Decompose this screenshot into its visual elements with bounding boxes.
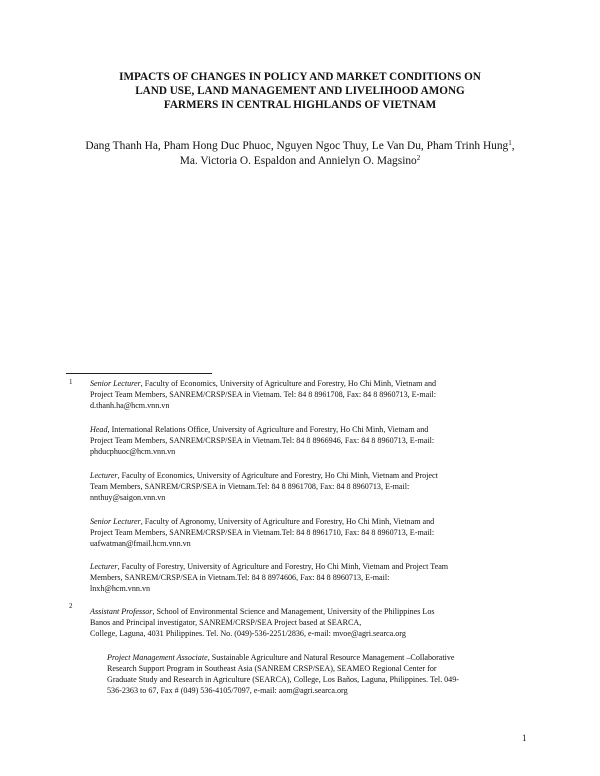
author-list	[62, 139, 538, 169]
footnote-mark-1[interactable]: 1	[508, 139, 512, 147]
title-line-1: IMPACTS OF CHANGES IN POLICY AND MARKET CONDITIONS ON	[119, 71, 481, 83]
author-line-2: Ma. Victoria O. Espaldon and Annielyn O. Magsino$^2$	[179, 154, 421, 167]
footnote-entry: Lecturer, Faculty of Forestry, University of Agriculture and Forestry, Ho Chi Minh, Vietnam and Project Team Members, SANREM/CRSP/SEA in Vietnam.Tel: 84 8 8974606, Fax: 84 8 8960713, E-mail: lnxh@hcm.vnn.vn	[90, 562, 449, 593]
paper-title	[90, 70, 510, 112]
footnote-entry: Lecturer, Faculty of Economics, University of Agriculture and Forestry, Ho Chi Minh, Vietnam and Project Team Members, SANREM/CRSP/SEA in Vietnam.Tel: 84 8 8961708, Fax: 84 8 8960713, E-mail: nnthuy@saigon.vnn.vn	[90, 471, 438, 502]
footnote-entry: Assistant Professor, School of Environmental Science and Management, University of the Philippines Los Banos and Principal investigator, SANREM/CRSP/SEA Project based at SEARCA, College, Laguna, 4031 Philippines. Tel. No. (049)-536-2251/2836, e-mail: mvoe@agri.searca.org	[90, 607, 435, 638]
footnote-entry: Project Management Associate, Sustainable Agriculture and Natural Resource Management –Collaborative Research Support Program in Southeast Asia (SANREM CRSP/SEA), SEAMEO Regional Center for Graduate Study and Research in Agriculture (SEARCA), College, Los Baños, Laguna, Philippines. Tel. 049- 536-2363 to 67, Fax # (049) 536-4105/7097, e-mail: aom@agri.searca.org	[107, 653, 459, 695]
footnote-number-1: 1	[69, 378, 73, 386]
page-number: 1	[522, 733, 527, 743]
author-line-1: Dang Thanh Ha, Pham Hong Duc Phuoc, Nguyen Ngoc Thuy, Le Van Du, Pham Trinh Hung$^1$,	[85, 139, 515, 152]
footnote-number-2: 2	[69, 602, 73, 610]
footnote-entry: Senior Lecturer, Faculty of Economics, University of Agriculture and Forestry, Ho Chi Minh, Vietnam and Project Team Members, SANREM/CRSP/SEA in Vietnam. Tel: 84 8 8961708, Fax: 84 8 8960713, E-mail: d.thanh.ha@hcm.vnn.vn	[90, 379, 437, 410]
title-line-2: LAND USE, LAND MANAGEMENT AND LIVELIHOOD AMONG	[135, 85, 465, 97]
footnote-separator	[66, 373, 212, 374]
footnote-mark-2[interactable]: 2	[416, 154, 421, 162]
footnote-entry: Head, International Relations Office, University of Agriculture and Forestry, Ho Chi Minh, Vietnam and Project Team Members, SANREM/CRSP/SEA in Vietnam.Tel: 84 8 8966946, Fax: 84 8 8960713, E-mail: phducphuoc@hcm.vnn.vn	[90, 425, 435, 456]
title-line-3: FARMERS IN CENTRAL HIGHLANDS OF VIETNAM	[163, 99, 437, 111]
footnote-entry: Senior Lecturer, Faculty of Agronomy, University of Agriculture and Forestry, Ho Chi Minh, Vietnam and Project Team Members, SANREM/CRSP/SEA in Vietnam.Tel: 84 8 8961710, Fax: 84 8 8960713, E-mail: uafwatman@fmail.hcm.vnn.vn	[90, 517, 435, 548]
